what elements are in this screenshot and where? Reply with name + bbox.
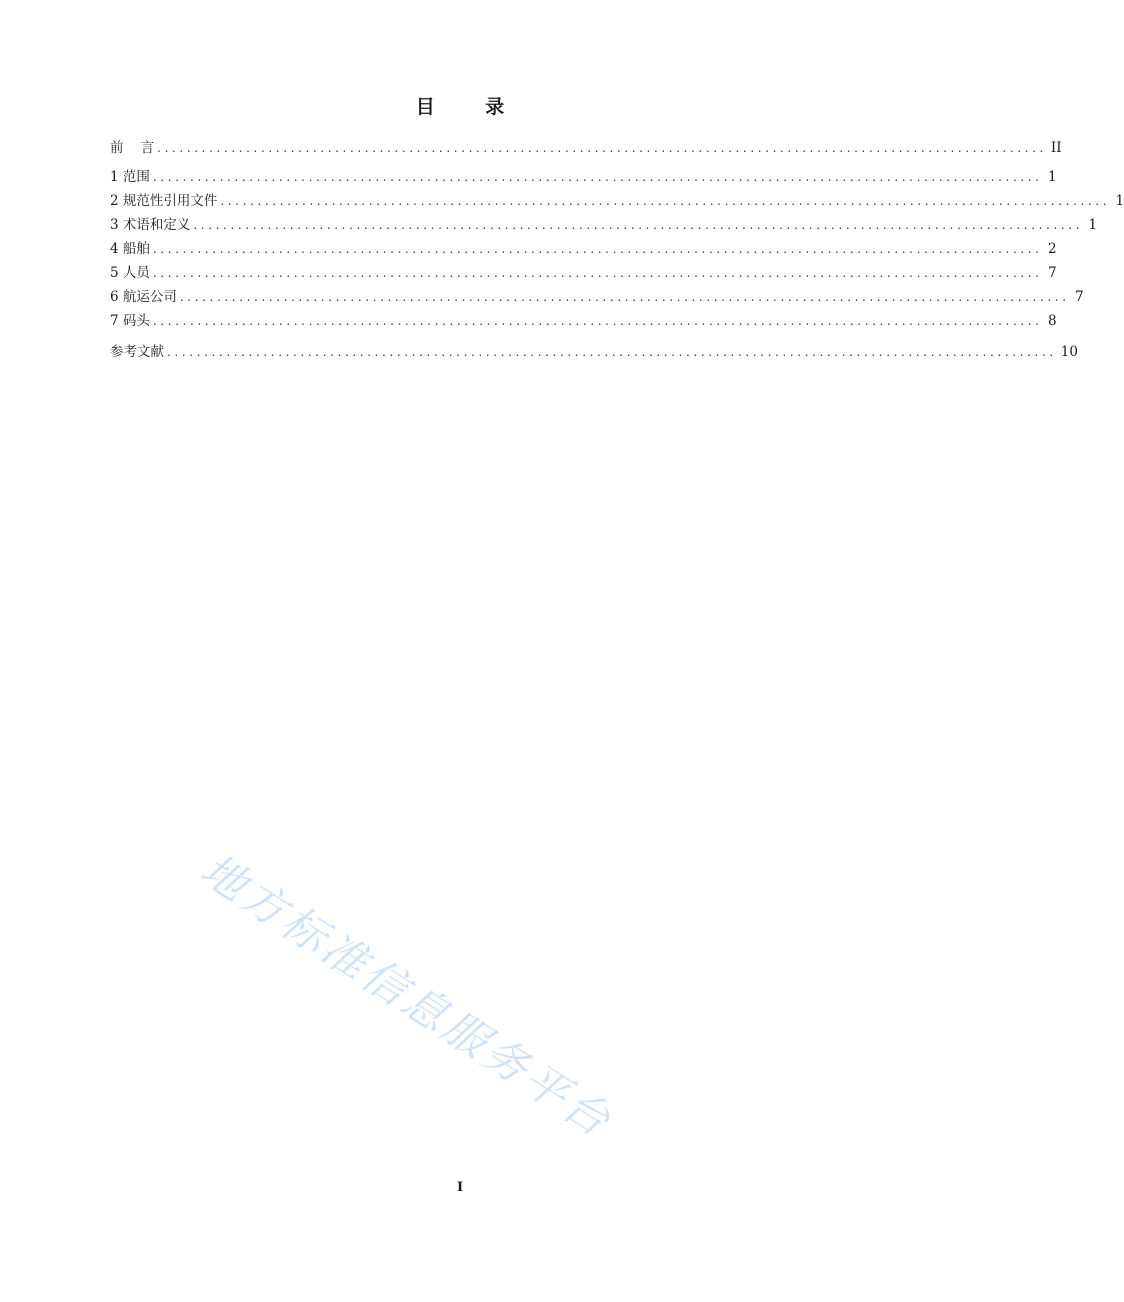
toc-entry-page: 1 — [1088, 217, 1098, 233]
toc-entry-normative-references[interactable] — [110, 191, 1124, 211]
toc-leader-dots: ........................................................................................................................ — [179, 290, 1070, 304]
toc-entry-page: 1 — [1115, 193, 1124, 209]
page-title: 目 录 — [415, 96, 527, 118]
toc-leader-dots: ........................................................................................................................ — [193, 218, 1084, 232]
toc-entry-page: 1 — [1048, 169, 1057, 185]
toc-entry-foreword[interactable] — [110, 138, 1062, 158]
toc-entry-ships[interactable] — [110, 239, 1057, 259]
toc-leader-dots: ........................................................................................................................ — [152, 170, 1043, 184]
toc-entry-label: 1 范围 — [110, 169, 150, 185]
toc-entry-page: II — [1050, 140, 1062, 156]
toc-entry-label: 前 言 — [110, 140, 155, 156]
toc-leader-dots: ........................................................................................................................ — [157, 141, 1047, 155]
toc-entry-bibliography[interactable] — [110, 342, 1078, 362]
toc-entry-label: 4 船舶 — [110, 241, 150, 257]
toc-entry-label: 5 人员 — [110, 265, 150, 281]
toc-entry-page: 2 — [1048, 241, 1057, 257]
toc-entry-terminal[interactable] — [110, 311, 1057, 331]
toc-entry-page: 8 — [1048, 313, 1057, 329]
toc-entry-label: 6 航运公司 — [110, 289, 177, 305]
toc-entry-label: 参考文献 — [110, 344, 164, 360]
toc-entry-label: 2 规范性引用文件 — [110, 193, 218, 209]
toc-entry-page: 7 — [1048, 265, 1057, 281]
toc-entry-scope[interactable] — [110, 167, 1057, 187]
toc-entry-terms-definitions[interactable] — [110, 215, 1098, 235]
toc-leader-dots: ........................................................................................................................ — [167, 345, 1057, 359]
toc-entry-personnel[interactable] — [110, 263, 1057, 283]
toc-entry-page: 7 — [1075, 289, 1084, 305]
toc-entry-page: 10 — [1060, 344, 1078, 360]
toc-leader-dots: ........................................................................................................................ — [152, 314, 1043, 328]
toc-entry-label: 7 码头 — [110, 313, 150, 329]
toc-entry-label: 3 术语和定义 — [110, 217, 191, 233]
toc-leader-dots: ........................................................................................................................ — [152, 266, 1043, 280]
toc-leader-dots: ........................................................................................................................ — [220, 194, 1111, 208]
page-number: I — [456, 1180, 464, 1195]
toc-entry-shipping-company[interactable] — [110, 287, 1084, 307]
watermark: 地方标准信息服务平台 — [191, 844, 622, 1149]
toc-leader-dots: ........................................................................................................................ — [152, 242, 1043, 256]
